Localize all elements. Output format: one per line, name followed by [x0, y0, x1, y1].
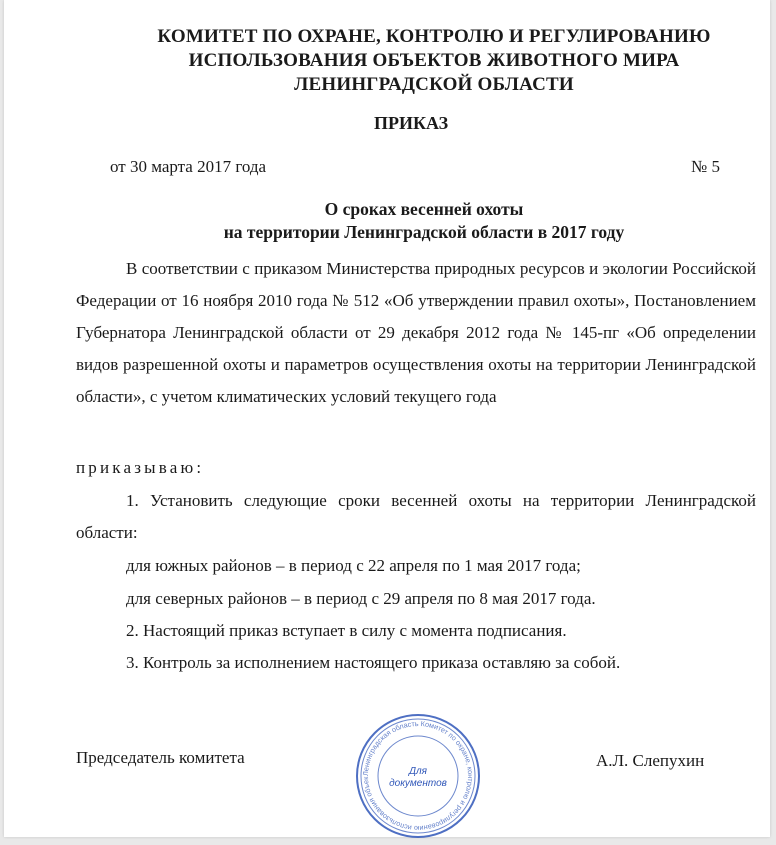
item-2: 2. Настоящий приказ вступает в силу с момента подписания. [126, 621, 567, 640]
document-type: ПРИКАЗ [374, 113, 449, 133]
issuer-header [134, 25, 734, 97]
item-1-south: для южных районов – в период с 22 апреля по 1 мая 2017 года; [126, 556, 581, 575]
subject-line-2: на территории Ленинградской области в 2017 году [223, 222, 625, 242]
header-line-3: ЛЕНИНГРАДСКОЙ ОБЛАСТИ [294, 74, 574, 95]
decree-word: приказываю: [76, 458, 205, 477]
subject-line-1: О сроках весенней охоты [324, 199, 524, 219]
stamp-center-line-1: Для [408, 766, 428, 777]
document-page [4, 0, 770, 837]
stamp-center-line-2: документов [389, 778, 447, 789]
stamp-outer-text: Ленинградская область Комитет по охране, контролю и регулированию использования объек [360, 718, 476, 834]
item-1-north: для северных районов – в период с 29 апреля по 8 мая 2017 года. [126, 589, 596, 608]
item-3: 3. Контроль за исполнением настоящего приказа оставляю за собой. [126, 653, 621, 672]
header-line-2: ИСПОЛЬЗОВАНИЯ ОБЪЕКТОВ ЖИВОТНОГО МИРА [188, 50, 680, 71]
official-stamp [354, 712, 482, 840]
signatory-title: Председатель комитета [76, 748, 245, 767]
header-line-1: КОМИТЕТ ПО ОХРАНЕ, КОНТРОЛЮ И РЕГУЛИРОВАНИЮ [157, 26, 711, 47]
order-date: от 30 марта 2017 года [110, 157, 267, 176]
intro-paragraph: В соответствии с приказом Министерства природных ресурсов и экологии Российской Федерации от 16 ноября 2010 года № 512 «Об утверждении правил охоты», Постановлением Губернатора Ленинградской области от 29 декабря 2012 года № 145-пг «Об определении видов разрешенной охоты и параметров осуществления охоты на территории Ленинградской области», с учетом климатических условий текущего года [76, 259, 756, 406]
signatory-name: А.Л. Слепухин [596, 751, 705, 770]
order-subject [124, 198, 724, 244]
order-number: № 5 [691, 157, 720, 176]
item-1: 1. Установить следующие сроки весенней охоты на территории Ленинградской области: [76, 491, 756, 542]
